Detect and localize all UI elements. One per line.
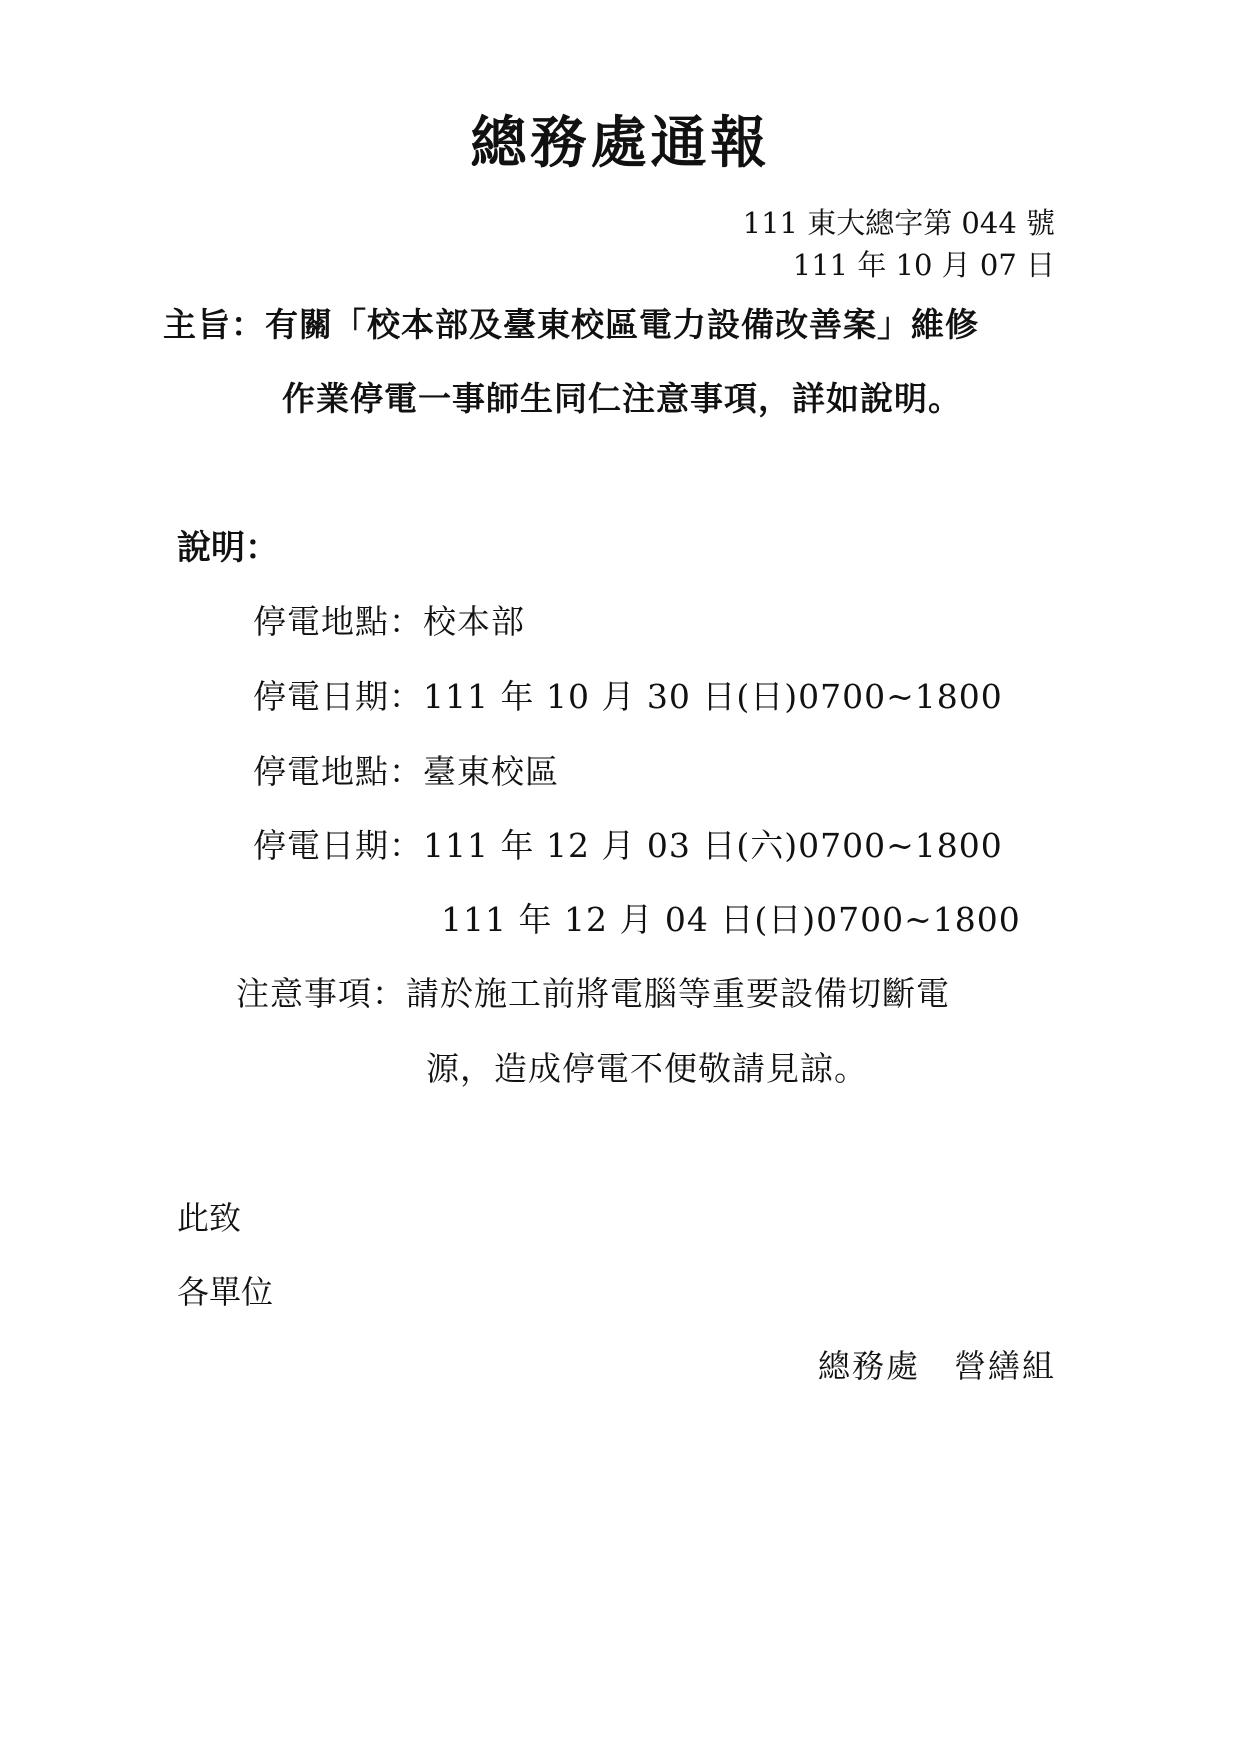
issuer-signature: 總務處 營繕組: [817, 1347, 1056, 1385]
outage-location-taitung-campus: 停電地點：臺東校區: [253, 752, 559, 791]
outage-date-main-campus: 停電日期：111 年 10 月 30 日(日)0700~1800: [253, 677, 1003, 716]
notice-line-1: 注意事項：請於施工前將電腦等重要設備切斷電: [236, 974, 950, 1013]
document-title: 總務處通報: [470, 110, 771, 176]
outage-location-main-campus: 停電地點：校本部: [253, 602, 525, 641]
outage-date-taitung-campus-2: 111 年 12 月 04 日(日)0700~1800: [441, 900, 1021, 939]
notice-line-2: 源，造成停電不便敬請見諒。: [426, 1049, 868, 1088]
closing-salutation: 此致: [177, 1199, 242, 1237]
subject-line-2: 作業停電一事師生同仁注意事項，詳如說明。: [282, 379, 962, 418]
explanation-heading: 說明：: [177, 528, 279, 568]
document-number: 111 東大總字第 044 號: [742, 206, 1055, 240]
subject-line-1: 主旨：有關「校本部及臺東校區電力設備改善案」維修: [163, 305, 979, 344]
recipient-units: 各單位: [177, 1273, 274, 1311]
outage-date-taitung-campus-1: 停電日期：111 年 12 月 03 日(六)0700~1800: [253, 826, 1003, 865]
document-date: 111 年 10 月 07 日: [792, 248, 1055, 282]
